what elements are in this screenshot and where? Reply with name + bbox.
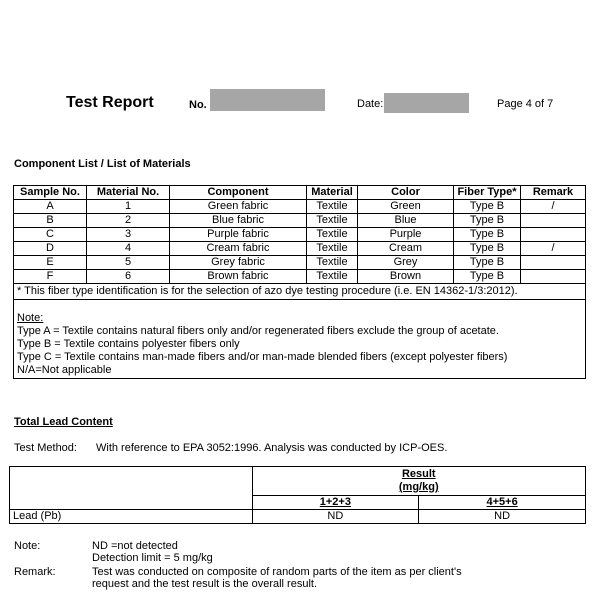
result-header (252, 467, 585, 496)
table-cell: 1 (87, 200, 170, 214)
result-label: Result (401, 468, 436, 480)
table-cell (521, 270, 586, 284)
sample-col-header: 1+2+3 (252, 496, 419, 510)
footer-remark (14, 566, 574, 596)
table-cell: Type B (454, 228, 521, 242)
footer-remark-label: Remark: (14, 566, 56, 578)
col-header: Sample No. (14, 186, 87, 200)
col-header: Fiber Type* (454, 186, 521, 200)
table-cell: 5 (87, 256, 170, 270)
table-cell: Cream fabric (170, 242, 307, 256)
col-header: Color (358, 186, 454, 200)
notes-label: Note: (17, 312, 44, 324)
table-row (14, 242, 586, 256)
table-cell: Green fabric (170, 200, 307, 214)
table-cell: Brown fabric (170, 270, 307, 284)
table-cell: Blue fabric (170, 214, 307, 228)
test-method-label: Test Method: (14, 442, 77, 454)
table-cell: Cream (358, 242, 454, 256)
table-cell: B (14, 214, 87, 228)
table-cell: F (14, 270, 87, 284)
table-row (14, 200, 586, 214)
test-method-text: With reference to EPA 3052:1996. Analysis was conducted by ICP-OES. (96, 442, 448, 454)
table-cell: 3 (87, 228, 170, 242)
report-number-redaction (210, 89, 325, 111)
result-header-row (10, 467, 586, 496)
note-line: Type C = Textile contains man-made fibers and/or man-made blended fibers (except polyester fibers) (17, 351, 508, 363)
test-method (14, 442, 447, 454)
table-cell: Textile (307, 200, 358, 214)
table-row (10, 510, 586, 524)
table-cell: Type B (454, 242, 521, 256)
table-cell: / (521, 200, 586, 214)
date-label: Date: (357, 98, 384, 110)
table-cell: Textile (307, 214, 358, 228)
note-line: Detection limit = 5 mg/kg (92, 552, 213, 564)
table-cell: 2 (87, 214, 170, 228)
footer-remark-text: Test was conducted on composite of random parts of the item as per client's request and the test result is the overall result. (92, 566, 462, 590)
table-cell: Type B (454, 270, 521, 284)
result-value: ND (252, 510, 419, 524)
table-row (14, 228, 586, 242)
table-cell: Textile (307, 270, 358, 284)
note-line: Type A = Textile contains natural fibers only and/or regenerated fibers exclude the group of acetate. (17, 325, 499, 337)
result-value: ND (419, 510, 586, 524)
table-cell: Brown (358, 270, 454, 284)
notes-cell (14, 300, 586, 379)
table-cell: Type B (454, 214, 521, 228)
sample-col-header: 4+5+6 (419, 496, 586, 510)
notes-row (14, 300, 586, 379)
table-cell: C (14, 228, 87, 242)
table-row (14, 214, 586, 228)
col-header: Material (307, 186, 358, 200)
table-cell: D (14, 242, 87, 256)
table-cell: / (521, 242, 586, 256)
footer-note-text (92, 540, 472, 564)
table-cell: Grey fabric (170, 256, 307, 270)
table-cell: A (14, 200, 87, 214)
table-cell: E (14, 256, 87, 270)
materials-header-row (14, 186, 586, 200)
date-redaction (384, 93, 469, 113)
table-row (14, 270, 586, 284)
col-header: Remark (521, 186, 586, 200)
lead-section-title: Total Lead Content (14, 416, 113, 428)
table-cell: Green (358, 200, 454, 214)
table-cell (521, 214, 586, 228)
footer-note-label: Note: (14, 540, 41, 552)
table-cell (521, 256, 586, 270)
col-header: Material No. (87, 186, 170, 200)
table-row (14, 256, 586, 270)
note-line: N/A=Not applicable (17, 364, 112, 376)
table-cell (521, 228, 586, 242)
fiber-type-footnote: * This fiber type identification is for the selection of azo dye testing procedure (i.e. EN 14362-1/3:2012). (14, 284, 586, 300)
component-list-title: Component List / List of Materials (14, 158, 191, 170)
table-cell: Textile (307, 228, 358, 242)
table-cell: 6 (87, 270, 170, 284)
note-line: Type B = Textile contains polyester fibers only (17, 338, 240, 350)
footer-note (14, 540, 574, 568)
result-unit: (mg/kg) (398, 481, 439, 493)
table-cell: Textile (307, 256, 358, 270)
table-cell: Blue (358, 214, 454, 228)
table-cell: Grey (358, 256, 454, 270)
page-number: Page 4 of 7 (497, 98, 554, 110)
table-cell: Purple fabric (170, 228, 307, 242)
table-cell (10, 467, 253, 510)
note-line: ND =not detected (92, 540, 178, 552)
col-header: Component (170, 186, 307, 200)
table-cell: Purple (358, 228, 454, 242)
table-cell: Type B (454, 256, 521, 270)
table-cell: Type B (454, 200, 521, 214)
report-title: Test Report (66, 94, 154, 111)
lead-result-table (9, 466, 586, 524)
report-number-label: No. (189, 99, 207, 111)
table-cell: Textile (307, 242, 358, 256)
footnote-row (14, 284, 586, 300)
table-cell: 4 (87, 242, 170, 256)
materials-table (13, 185, 586, 379)
analyte-label: Lead (Pb) (10, 510, 253, 524)
